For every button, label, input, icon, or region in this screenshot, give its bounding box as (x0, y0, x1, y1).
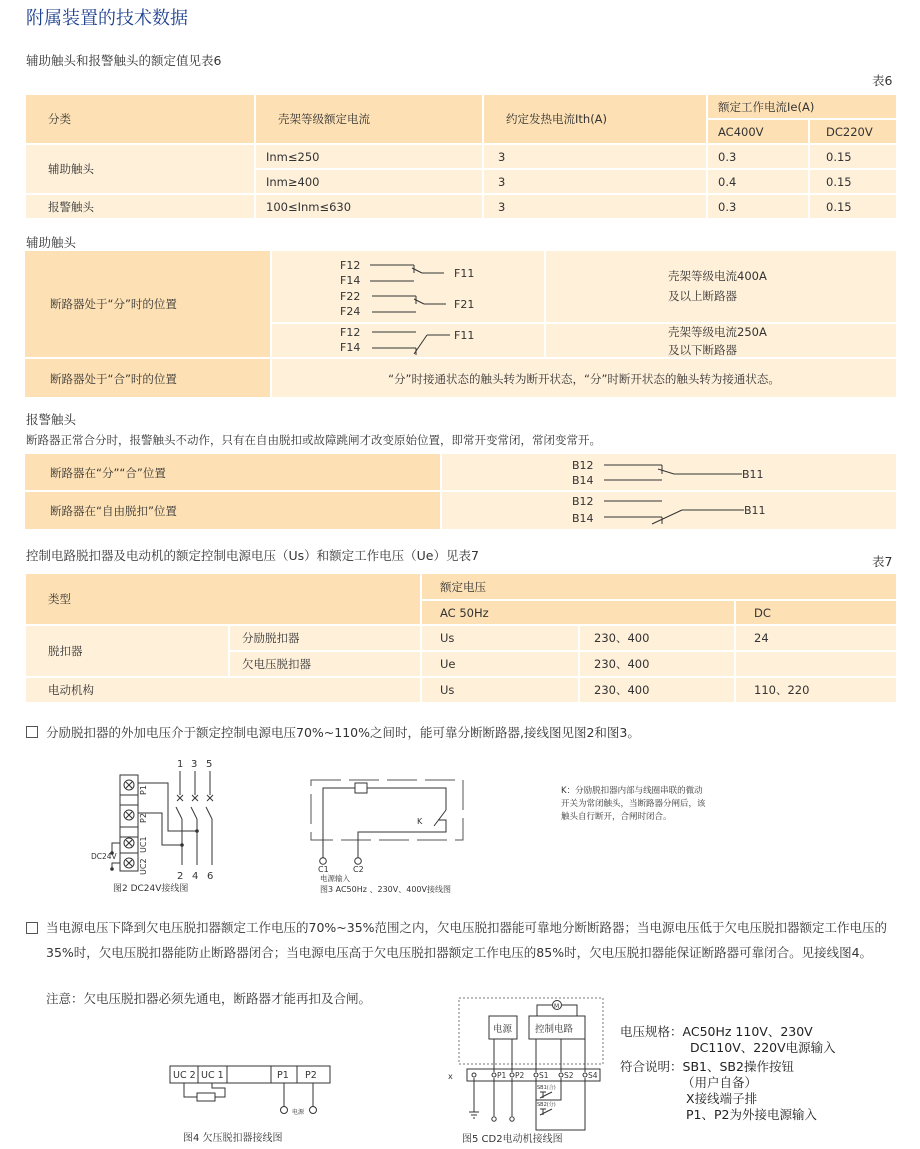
terminal-p2: P2 (515, 1071, 525, 1080)
shunt-paragraph (26, 720, 640, 745)
table6-cell-category: 报警触头 (25, 194, 255, 219)
aux-closed-desc: “分”时接通状态的触头转为断开状态，“分”时断开状态的触头转为接通状态。 (388, 372, 780, 386)
table7-header-ac: AC 50Hz (421, 600, 735, 625)
label-f14: F14 (340, 341, 361, 354)
control-circuit-label: 控制电路 (535, 1024, 574, 1035)
figure-4-caption: 图4 欠压脱扣器接线图 (183, 1133, 283, 1144)
power-box-label: 电源 (493, 1024, 513, 1035)
table7-cell-sym: Ue (421, 651, 579, 677)
table6-cell-ac: 0.3 (707, 194, 809, 219)
terminal-p1: P1 (277, 1070, 289, 1081)
alarm-desc: 断路器正常合分时，报警触头不动作，只有在自由脱扣或故障跳闸才改变原始位置，即常开变常闭，常闭变常开。 (26, 433, 601, 447)
figure-2-diagram (80, 755, 280, 895)
terminal-s2: S2 (564, 1071, 574, 1080)
alarm-row2-label-cell (25, 492, 440, 529)
label-f24: F24 (340, 305, 361, 318)
table7-label: 表7 (872, 554, 893, 569)
undervoltage-text: 当电源电压下降到欠电压脱扣器额定工作电压的70%~35%范围之内，欠电压脱扣器能可靠地分断断路器；当电源电压低于欠电压脱扣器额定工作电压的35%时，欠电压脱扣器能防止断路器闭合；当电源电压高于欠电压脱扣器额定工作电压的85%时，欠电压脱扣器能保证断路器可靠闭合。见接线图4。 (46, 920, 888, 960)
table7-cell-motor: 电动机构 (25, 677, 421, 703)
sb1-label: SB1(合) (537, 1085, 556, 1091)
aux-closed-label: 断路器处于“合”时的位置 (50, 372, 177, 386)
label-b14: B14 (572, 474, 594, 487)
figure-3-caption: 图3 AC50Hz 、230V、400V接线图 (320, 885, 451, 894)
aux-contact-diagram-2 (272, 324, 544, 357)
alarm-row2-label: 断路器在“自由脱扣”位置 (50, 504, 177, 518)
supply-label: DC24V (91, 852, 117, 861)
table7-cell-sym: Us (421, 625, 579, 651)
supply-label: 电源 (292, 1109, 305, 1116)
figure-3-diagram (300, 770, 500, 895)
checkbox-icon (26, 922, 38, 934)
terminal-s1: S1 (539, 1071, 549, 1080)
table-row (25, 677, 897, 703)
label-f11: F11 (454, 329, 475, 342)
label-b11: B11 (742, 468, 764, 481)
table6-label: 表6 (872, 73, 893, 88)
table6-cell-dc: 0.15 (809, 194, 897, 219)
aux-note1-cell (546, 251, 896, 322)
table7-cell-sub: 欠电压脱扣器 (229, 651, 421, 677)
voltage-spec-ac: AC50Hz 110V、230V (682, 1024, 813, 1039)
table7-cell-ac: 230、400 (579, 677, 735, 703)
aux-note2-line1: 壳架等级电流250A (668, 325, 767, 339)
aux-closed-label-cell (25, 359, 270, 397)
switch-k-label: K (417, 817, 423, 826)
figure-2-caption: 图2 DC24V接线图 (113, 884, 189, 894)
figure-3-note: K：分励脱扣器内部与线圈串联的微动开关为常闭触头，当断路器分闸后，该触头自行断开，合闸时闭合。 (561, 786, 706, 822)
table7-cell-ac: 230、400 (579, 651, 735, 677)
terminal-uc1: UC 1 (201, 1070, 224, 1081)
terminal-p1: P1 (497, 1071, 507, 1080)
label-b12: B12 (572, 495, 594, 508)
label-f22: F22 (340, 290, 361, 303)
page-title: 附属装置的技术数据 (26, 8, 188, 29)
aux-open-label-cell (25, 251, 270, 357)
table6-cell-frame: 100≤Inm≤630 (255, 194, 483, 219)
table6-cell-ith: 3 (483, 194, 707, 219)
pole-4: 4 (192, 871, 199, 882)
table6-header-category: 分类 (25, 94, 255, 144)
terminal-p2: P2 (139, 813, 148, 823)
terminal-p1: P1 (139, 785, 148, 795)
table7-intro: 控制电路脱扣器及电动机的额定控制电源电压（Us）和额定工作电压（Ue）见表7 (26, 548, 479, 563)
aux-note2-cell (546, 324, 896, 357)
voltage-spec (620, 1024, 836, 1123)
table6-header-dc: DC220V (809, 119, 897, 144)
table6-header-frame: 壳架等级额定电流 (255, 94, 483, 144)
table6-cell-ith: 3 (483, 144, 707, 169)
voltage-spec-dc: DC110V、220V电源输入 (690, 1040, 836, 1055)
table-row (25, 625, 897, 651)
terminal-p2: P2 (305, 1070, 317, 1081)
table6-cell-category: 辅助触头 (25, 144, 255, 194)
undervoltage-paragraph (26, 915, 906, 965)
aux-open-label: 断路器处于“分”时的位置 (50, 297, 177, 311)
aux-note1-line1: 壳架等级电流400A (668, 269, 767, 283)
pole-1: 1 (177, 759, 184, 770)
alarm-contact-diagram-2 (442, 492, 896, 529)
figure-4-diagram (165, 1060, 340, 1149)
table6-cell-ac: 0.4 (707, 169, 809, 194)
aux-note1-line2: 及以上断路器 (668, 289, 737, 303)
label-f12: F12 (340, 326, 361, 339)
table7-header-dc: DC (735, 600, 897, 625)
terminal-c1: C1 (318, 865, 329, 874)
table7-cell-dc (735, 651, 897, 677)
table-row (25, 194, 897, 219)
alarm-diagram1-cell (442, 454, 896, 490)
terminal-c2: C2 (353, 865, 364, 874)
table6 (24, 93, 898, 220)
table6-header-ie: 额定工作电流Ie(A) (707, 94, 897, 119)
legend-label: 符合说明： (620, 1059, 683, 1074)
table7-header-rated: 额定电压 (421, 573, 897, 600)
table7-cell-dc: 24 (735, 625, 897, 651)
table7 (24, 572, 898, 704)
legend-sb: SB1、SB2操作按钮 (682, 1059, 794, 1074)
figure-5-diagram (440, 992, 610, 1149)
motor-icon: M (554, 1003, 560, 1010)
aux-closed-desc-cell (272, 359, 896, 397)
terminal-uc1: UC1 (139, 836, 148, 853)
label-f12: F12 (340, 259, 361, 272)
label-f11: F11 (454, 267, 475, 280)
table6-intro: 辅助触头和报警触头的额定值见表6 (26, 53, 222, 68)
table-row (25, 144, 897, 169)
table6-cell-frame: Inm≤250 (255, 144, 483, 169)
power-input-label: 电源输入 (320, 874, 350, 883)
alarm-title: 报警触头 (26, 412, 77, 427)
alarm-row1-label-cell (25, 454, 440, 490)
alarm-row1-label: 断路器在“分”“合”位置 (50, 466, 166, 480)
table7-header-type: 类型 (25, 573, 421, 625)
table7-cell-sym: Us (421, 677, 579, 703)
pole-6: 6 (207, 871, 214, 882)
legend-x: X接线端子排 (686, 1091, 758, 1106)
aux-title: 辅助触头 (26, 235, 77, 250)
checkbox-icon (26, 726, 38, 738)
table6-header-ith: 约定发热电流Ith(A) (483, 94, 707, 144)
label-b14: B14 (572, 512, 594, 525)
terminal-s4: S4 (588, 1071, 598, 1080)
pole-5: 5 (206, 759, 213, 770)
table6-cell-dc: 0.15 (809, 144, 897, 169)
pole-3: 3 (191, 759, 198, 770)
terminal-uc2: UC2 (139, 858, 148, 875)
legend-p: P1、P2为外接电源输入 (686, 1107, 817, 1122)
table6-header-ac: AC400V (707, 119, 809, 144)
table6-cell-dc: 0.15 (809, 169, 897, 194)
figure-5-caption: 图5 CD2电动机接线图 (462, 1134, 563, 1145)
terminal-screw-icon (124, 780, 134, 868)
aux-diagram2-cell (272, 324, 544, 357)
alarm-diagram2-cell (442, 492, 896, 529)
table7-cell-release: 脱扣器 (25, 625, 229, 677)
table7-cell-dc: 110、220 (735, 677, 897, 703)
legend-user: （用户自备） (682, 1075, 758, 1090)
aux-contact-diagram-1 (272, 251, 544, 322)
label-b12: B12 (572, 459, 594, 472)
alarm-contact-diagram-1 (442, 454, 896, 490)
label-f14: F14 (340, 274, 361, 287)
table6-cell-frame: Inm≥400 (255, 169, 483, 194)
label-b11: B11 (744, 504, 766, 517)
sb2-label: SB2(分) (537, 1102, 556, 1108)
undervoltage-note: 注意：欠电压脱扣器必须先通电，断路器才能再扣及合闸。 (46, 991, 372, 1006)
shunt-text: 分励脱扣器的外加电压介于额定控制电源电压70%~110%之间时，能可靠分断断路器,接线图见图2和图3。 (46, 725, 640, 740)
aux-note2-line2: 及以下断路器 (668, 343, 737, 357)
voltage-spec-label: 电压规格： (620, 1024, 683, 1039)
table7-cell-ac: 230、400 (579, 625, 735, 651)
terminal-uc2: UC 2 (173, 1070, 196, 1081)
label-f21: F21 (454, 298, 475, 311)
table7-cell-sub: 分励脱扣器 (229, 625, 421, 651)
table6-cell-ith: 3 (483, 169, 707, 194)
aux-diagram1-cell (272, 251, 544, 322)
pole-2: 2 (177, 871, 184, 882)
table6-cell-ac: 0.3 (707, 144, 809, 169)
terminal-strip-x: x (448, 1072, 453, 1081)
